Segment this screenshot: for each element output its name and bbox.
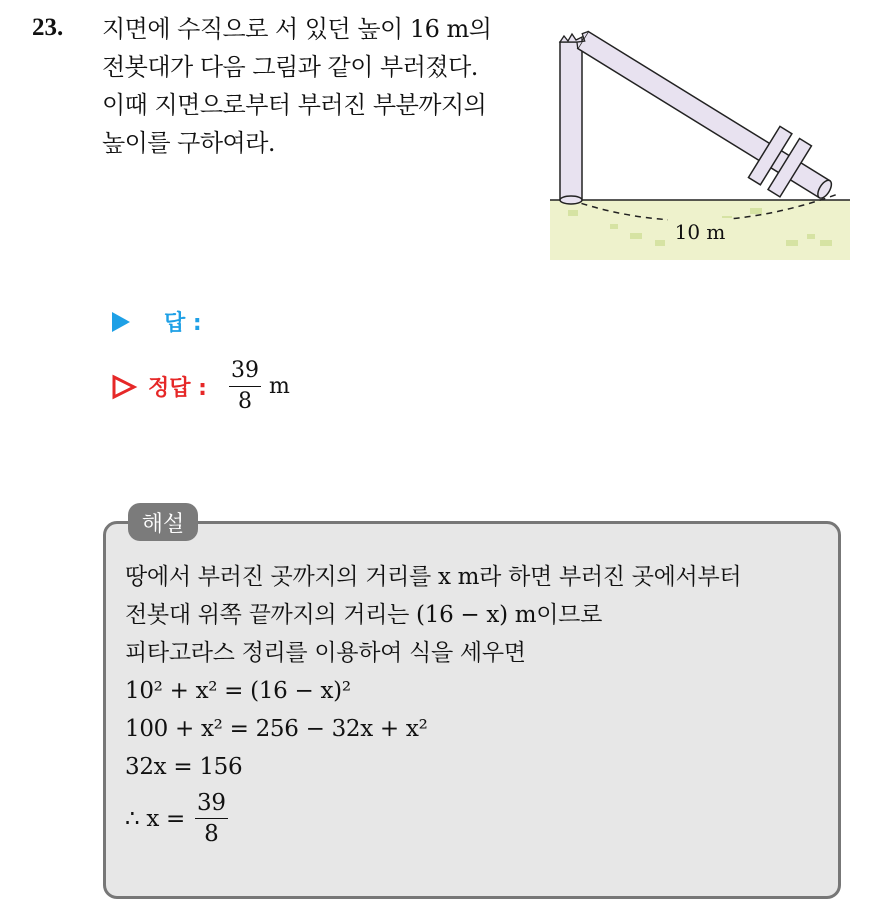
- question-line: 지면에 수직으로 서 있던 높이 16 m의: [102, 15, 492, 43]
- distance-label: 10 m: [674, 220, 726, 244]
- pole-fallen-part: [564, 28, 845, 217]
- question-line: 이때 지면으로부터 부러진 부분까지의: [102, 91, 487, 119]
- play-arrow-icon: [110, 310, 132, 334]
- answer-unit: m: [268, 374, 290, 399]
- result-fraction: [195, 790, 228, 847]
- fraction-numerator: 39: [229, 358, 261, 387]
- answer-label: 답 :: [164, 311, 202, 336]
- fraction-numerator: 39: [195, 790, 228, 819]
- question-line: 전봇대가 다음 그림과 같이 부러졌다.: [102, 53, 478, 81]
- fraction-denominator: 8: [204, 821, 219, 847]
- correct-answer-label: 정답 :: [148, 376, 207, 401]
- equation-line: 10² + x² = (16 − x)²: [125, 678, 351, 704]
- broken-pole-figure: [550, 28, 850, 260]
- question-line: 높이를 구하여라.: [102, 129, 276, 157]
- solution-tag: 해설: [128, 503, 198, 541]
- question-number: 23.: [32, 14, 64, 41]
- correct-answer-row: [110, 358, 290, 415]
- equation-line: 32x = 156: [125, 754, 243, 780]
- outline-arrow-icon: [110, 373, 138, 401]
- question-text: [102, 10, 532, 162]
- fraction-denominator: 8: [237, 389, 252, 414]
- answer-row: [110, 306, 202, 337]
- solution-line: 피타고라스 정리를 이용하여 식을 세우면: [125, 640, 526, 666]
- solution-line: 땅에서 부러진 곳까지의 거리를 x m라 하면 부러진 곳에서부터: [125, 564, 742, 590]
- solution-body: [125, 558, 830, 847]
- solution-line: 전봇대 위쪽 끝까지의 거리는 (16 − x) m이므로: [125, 602, 603, 628]
- result-line: [125, 790, 830, 847]
- answer-fraction: [229, 358, 261, 415]
- result-prefix: ∴ x =: [125, 805, 185, 832]
- pole-standing-part: [560, 42, 582, 200]
- equation-line: 100 + x² = 256 − 32x + x²: [125, 716, 428, 742]
